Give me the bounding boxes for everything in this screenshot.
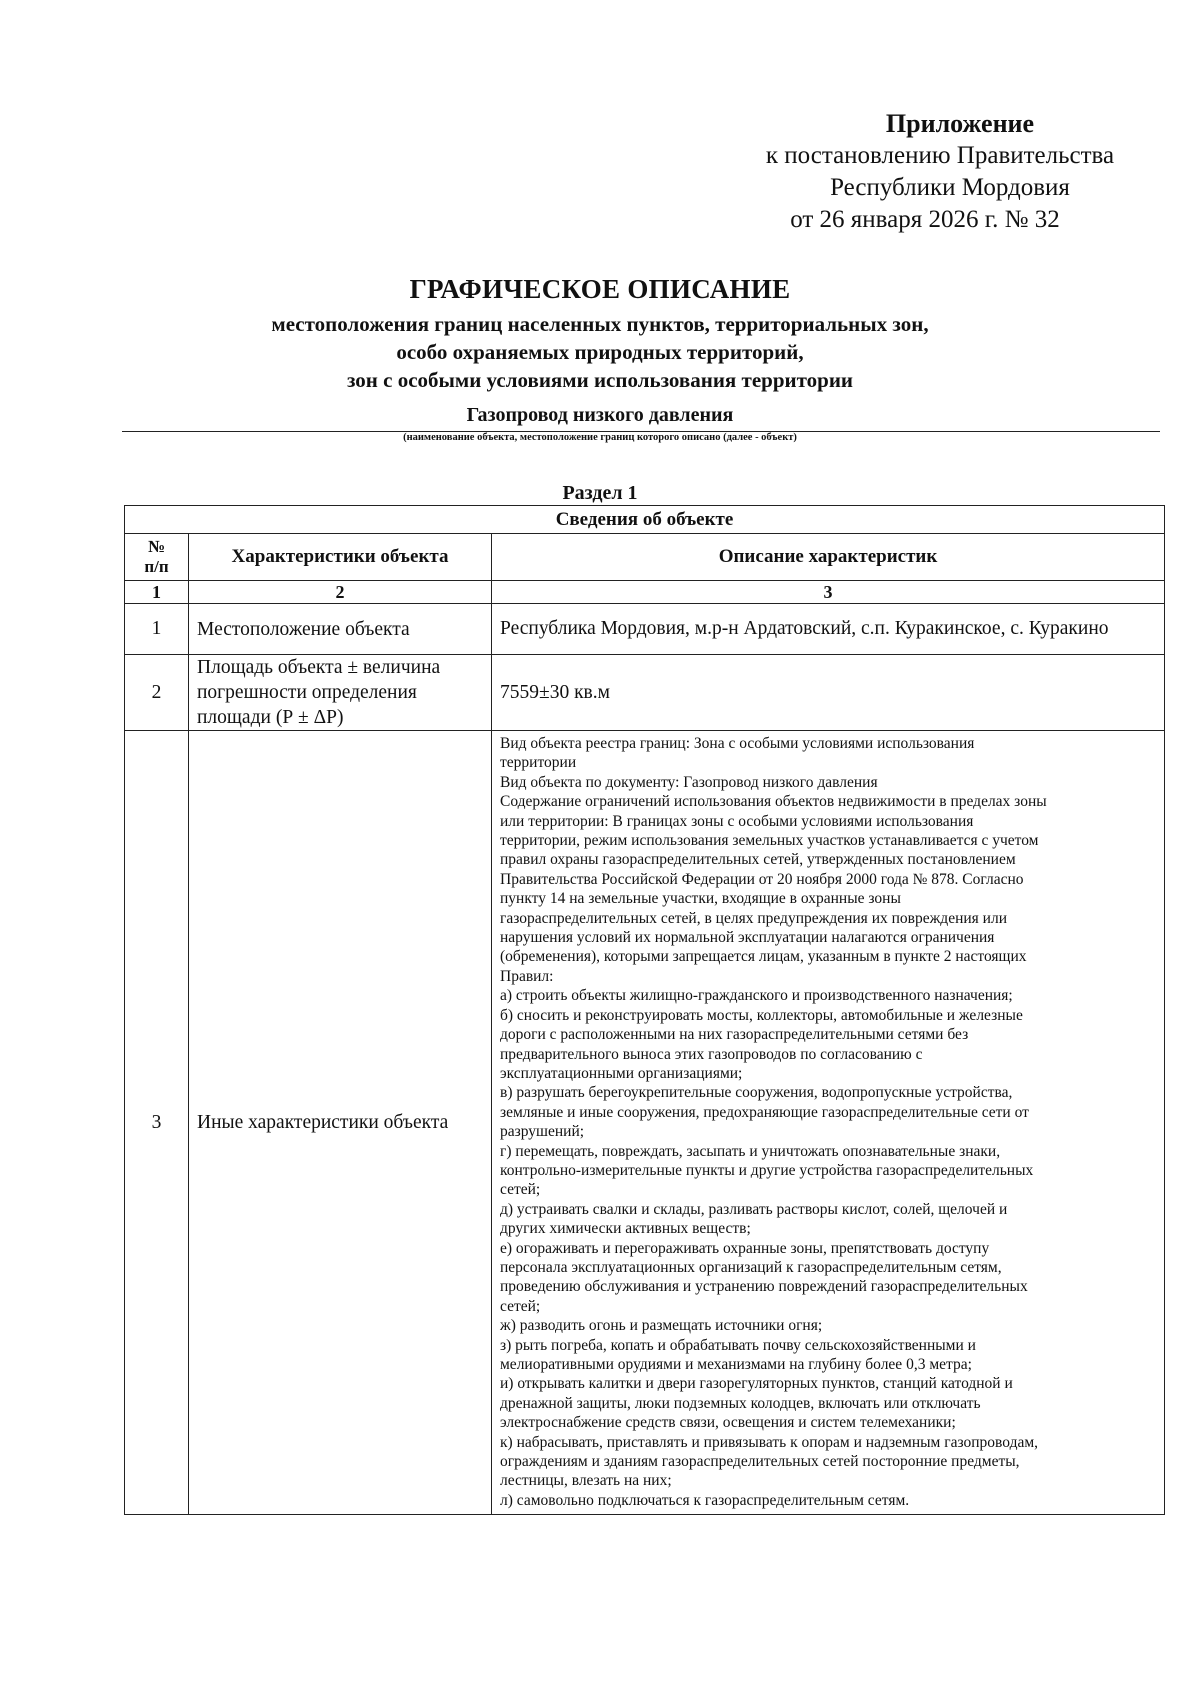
document-subtitle	[0, 310, 1200, 394]
object-info-table	[124, 505, 1165, 1515]
appendix-line-date: от 26 января 2026 г. № 32	[790, 206, 1060, 233]
header-number: № п/п	[125, 534, 189, 581]
table-header-row	[125, 534, 1165, 581]
appendix-header	[720, 108, 1140, 236]
row-description: Вид объекта реестра границ: Зона с особыми условиями использования территории Вид объекта по документу: Газопровод низкого давления Содержание ограничений использования объектов недвижимости в пределах зоны или территории: В границах зоны с особыми условиями использования территории, режим использования земельных участков устанавливается с учетом правил охраны газораспределительных сетей, утвержденных постановлением Правительства Российской Федерации от 20 ноября 2000 года № 878. Согласно пункту 14 на земельные участки, входящие в охранные зоны газораспределительных сетей, в целях предупреждения их повреждения или нарушения условий их нормальной эксплуатации налагаются ограничения (обременения), которыми запрещается лицам, указанным в пункте 2 настоящих Правил: а) строить объекты жилищно-гражданского и производственного назначения; б) сносить и реконструировать мосты, коллекторы, автомобильные и железные дороги с расположенными на них газораспределительными сетями без предварительного выноса этих газопроводов по согласованию с эксплуатационными организациями; в) разрушать берегоукрепительные сооружения, водопропускные устройства, земляные и иные сооружения, предохраняющие газораспределительные сети от разрушений; г) перемещать, повреждать, засыпать и уничтожать опознавательные знаки, контрольно-измерительные пункты и другие устройства газораспределительных сетей; д) устраивать свалки и склады, разливать растворы кислот, солей, щелочей и других химически активных веществ; е) огораживать и перегораживать охранные зоны, препятствовать доступу персонала эксплуатационных организаций к газораспределительным сетям, проведению обслуживания и устранению повреждений газораспределительных сетей; ж) разводить огонь и размещать источники огня; з) рыть погреба, копать и обрабатывать почву сельскохозяйственными и мелиоративными орудиями и механизмами на глубину более 0,3 метра; и) открывать калитки и двери газорегуляторных пунктов, станций катодной и дренажной защиты, люки подземных колодцев, включать или отключать электроснабжение средств связи, освещения и систем телемеханики; к) набрасывать, приставлять и привязывать к опорам и надземным газопроводам, ограждениям и зданиям газораспределительных сетей посторонние предметы, лестницы, влезать на них; л) самовольно подключаться к газораспределительным сетям.	[492, 731, 1165, 1515]
index-cell: 1	[125, 581, 189, 604]
table-row	[125, 731, 1165, 1515]
subtitle-line: особо охраняемых природных территорий,	[396, 340, 804, 364]
subtitle-line: зон с особыми условиями использования территории	[346, 368, 854, 392]
object-caption: (наименование объекта, местоположение границ которого описано (далее - объект)	[403, 432, 797, 443]
appendix-line-decree: к постановлению Правительства	[765, 142, 1115, 169]
row-description: 7559±30 кв.м	[492, 655, 1165, 731]
table-caption: Сведения об объекте	[125, 506, 1165, 534]
subtitle-line: местоположения границ населенных пунктов, территориальных зон,	[271, 312, 929, 336]
row-number: 1	[125, 604, 189, 655]
table-row	[125, 604, 1165, 655]
row-description: Республика Мордовия, м.р-н Ардатовский, с.п. Куракинское, с. Куракино	[492, 604, 1165, 655]
row-number: 2	[125, 655, 189, 731]
section-title: Раздел 1	[562, 482, 638, 504]
row-characteristic: Иные характеристики объекта	[189, 731, 492, 1515]
appendix-title: Приложение	[885, 109, 1035, 138]
document-title: ГРАФИЧЕСКОЕ ОПИСАНИЕ	[409, 274, 791, 304]
row-characteristic: Местоположение объекта	[189, 604, 492, 655]
appendix-line-republic: Республики Мордовия	[830, 174, 1070, 201]
row-number: 3	[125, 731, 189, 1515]
index-cell: 3	[492, 581, 1165, 604]
header-description: Описание характеристик	[492, 534, 1165, 581]
table-caption-row	[125, 506, 1165, 534]
table-row	[125, 655, 1165, 731]
object-name: Газопровод низкого давления	[466, 404, 734, 426]
table-index-row	[125, 581, 1165, 604]
row-characteristic: Площадь объекта ± величина погрешности определения площади (Р ± ΔР)	[189, 655, 492, 731]
header-characteristic: Характеристики объекта	[189, 534, 492, 581]
index-cell: 2	[189, 581, 492, 604]
